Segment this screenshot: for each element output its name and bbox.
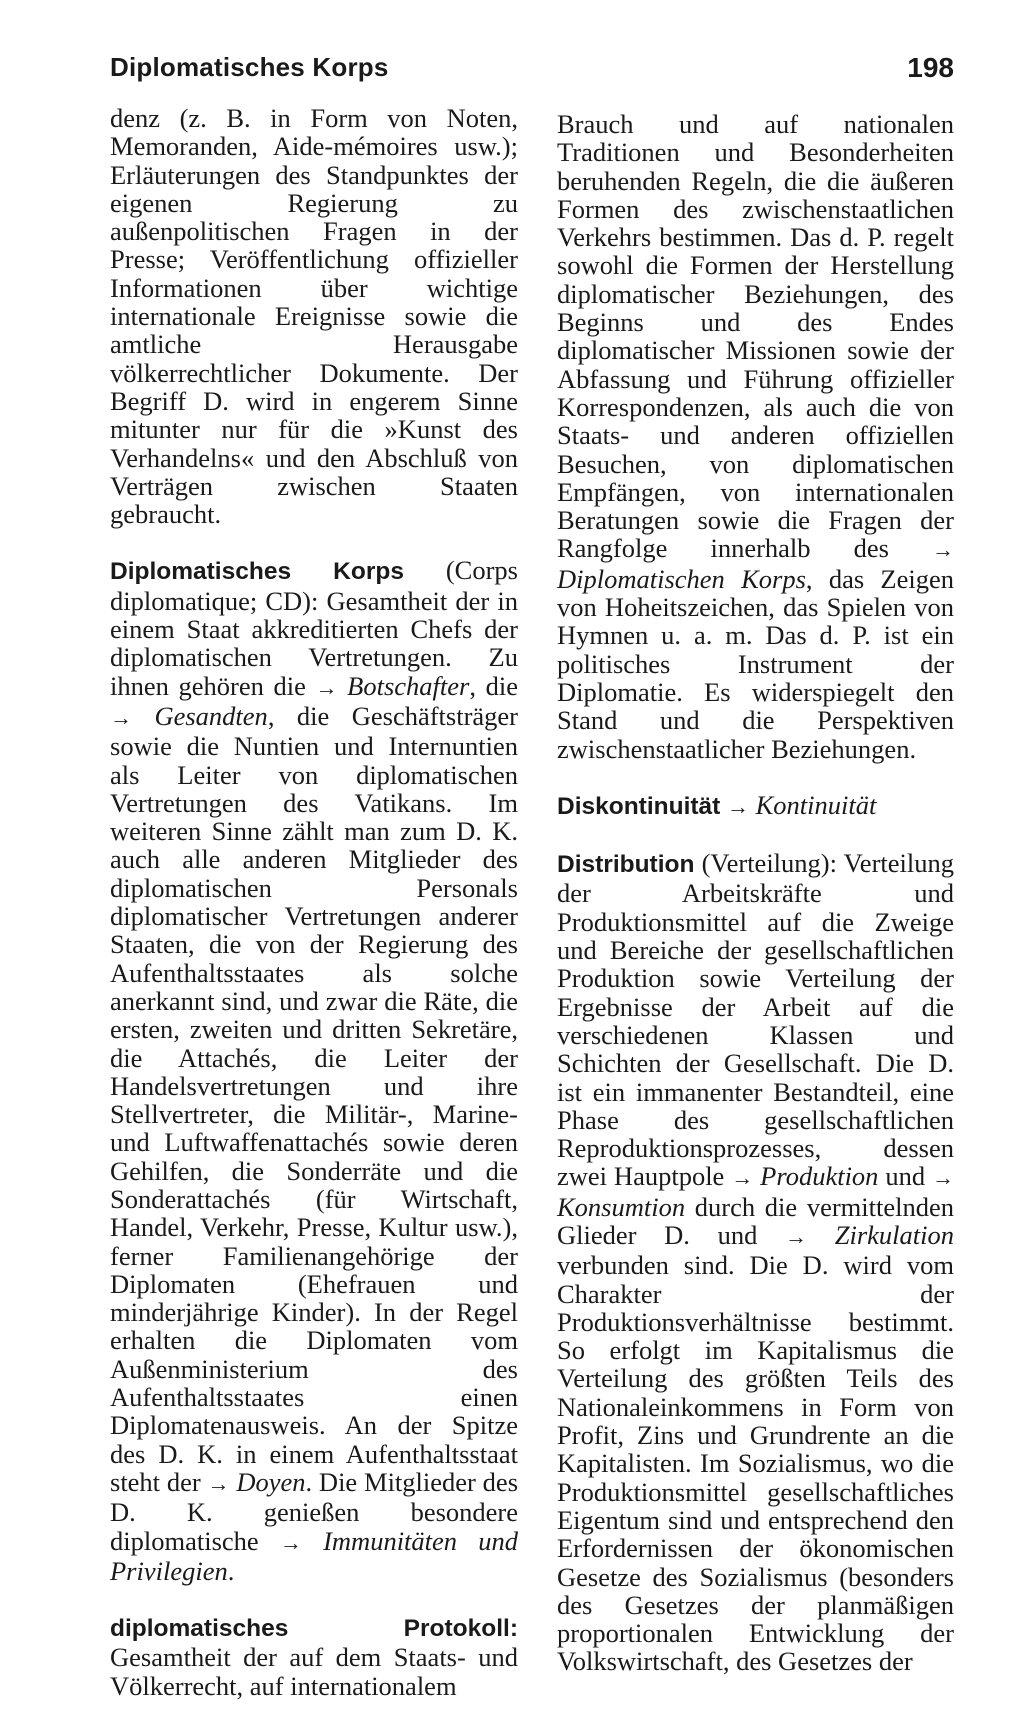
cross-reference-arrow: → [279,1529,302,1555]
entry-text: (Corps diplomatique; CD): Gesamtheit der in einem Staat akkreditierten Chefs der diplomatischen Vertretungen. Zu ihnen gehören die [110,555,518,701]
entry-text: durch die vermittelnden Glieder D. und [557,1191,954,1250]
entry-distribution [557,849,954,1676]
entry-protokoll-continuation [557,110,954,763]
headword: Diskontinuität [557,792,721,820]
cross-reference-arrow: → [932,1165,955,1191]
entry-text: Gesamtheit der auf dem Staats- und Völkerrecht, auf internationalem [110,1642,518,1701]
cross-reference-arrow: → [932,537,954,563]
cross-reference-arrow: → [110,704,132,730]
cross-reference-arrow: → [207,1470,230,1496]
entry-diskontinuitaet [557,791,954,821]
entry-text: . Die Mitglieder des D. K. genießen besondere diplomatische [110,1466,519,1556]
right-column [557,110,954,1704]
entry-text: , das Zeigen von Hoheitszeichen, das Spielen von Hymnen u. a. m. Das d. P. ist ein politisches Instrument der Diplomatie. Es widerspiegelt den Stand und die Perspektiven zwischenstaatlicher Beziehungen. [557,563,954,764]
entry-text: und [878,1161,933,1192]
cross-reference-arrow: → [726,793,749,819]
page-header [110,52,954,92]
entry-text: denz (z. B. in Form von Noten, Memoranden, Aide-mémoires usw.); Erläuterungen des Standpunktes der eigenen Regierung zu außenpolitischen Fragen in der Presse; Veröffentlichung offizieller Informationen über wichtige internationale Ereignisse sowie die amtliche Herausgabe völkerrechtlicher Dokumente. Der Begriff D. wird in engerem Sinne mitunter nur für die »Kunst des Verhandelns« und den Abschluß von Verträgen zwischen Staaten gebraucht. [110,103,518,530]
entry-text: verbunden sind. Die D. wird vom Charakter der Produktionsverhältnisse bestimmt. So erfolgt im Kapitalismus die Verteilung des größten Teils des Nationaleinkommens in Form von Profit, Zins und Grundrente an die Kapitalisten. Im Sozialismus, wo die Produktionsmittel gesellschaftliches Eigentum sind und entsprechend den Erfordernissen der ökonomischen Gesetze des Sozialismus (besonders des Gesetzes der planmäßigen proportionalen Entwicklung der Volkswirtschaft, des Gesetzes der [557,1250,954,1677]
entry-text: Brauch und auf nationalen Traditionen und Besonderheiten beruhenden Regeln, die die äußeren Formen des zwischenstaatlichen Verkehrs bestimmen. Das d. P. regelt sowohl die Formen der Herstellung diplomatischer Beziehungen, des Beginns und des Endes diplomatischer Missionen sowie der Abfassung und Führung offizieller Korrespondenzen, als auch die von Staats- und anderen offiziellen Besuchen, von diplomatischen Empfängen, von internationalen Beratungen sowie die Fragen der Rangfolge innerhalb des [557,109,954,564]
entry-text: . [227,1555,235,1586]
headword: diplomatisches Protokoll: [110,1615,518,1643]
cross-reference-doyen[interactable]: Doyen [236,1466,306,1497]
cross-reference-immunitaeten[interactable]: Immunitäten und Privilegien [110,1525,519,1586]
entry-diplomatisches-korps [110,556,518,1585]
cross-reference-zirkulation[interactable]: Zirkulation [834,1219,954,1250]
left-column [110,104,518,1728]
entry-text: , die Geschäftsträger sowie die Nuntien und Internuntien als Leiter von diplomatischen Vertretungen des Vatikans. Im weiteren Sinne zählt man zum D. K. auch alle anderen Mitglieder des diplomatischen Personals diplomatischer Vertretungen anderer Staaten, die von der Regierung des Aufenthaltsstaates als solche anerkannt sind, und zwar die Räte, die ersten, zweiten und dritten Sekretäre, die Attachés, die Leiter der Handelsvertretungen und ihre Stellvertreter, die Militär-, Marine- und Luftwaffenattachés sowie deren Gehilfen, die Sonderräte und die Sonderattachés (für Wirtschaft, Handel, Verkehr, Presse, Kultur usw.), ferner Familienangehörige der Diplomaten (Ehefrauen und minderjährige Kinder). In der Regel erhalten die Diplomaten vom Außenministerium des Aufenthaltsstaates einen Diplomatenausweis. An der Spitze des D. K. in einem Aufenthaltsstaat steht der [110,700,519,1497]
page-number: 198 [907,52,954,83]
cross-reference-gesandten[interactable]: Gesandten [154,700,268,731]
cross-reference-arrow: → [731,1165,754,1191]
cross-reference-produktion[interactable]: Produktion [760,1161,879,1192]
cross-reference-kontinuitaet[interactable]: Kontinuität [755,789,877,820]
entry-text: (Verteilung): Verteilung der Arbeitskräfte und Produktionsmittel auf die Zweige und Bereiche der gesellschaftlichen Produktion sowie Verteilung der Ergebnisse der Arbeit auf die verschiedenen Klassen und Schichten der Gesellschaft. Die D. ist ein immanenter Bestandteil, eine Phase des gesellschaftlichen Reproduktionsprozesses, dessen zwei Hauptpole [557,848,954,1192]
cross-reference-arrow: → [315,674,338,700]
cross-reference-diplomatischen-korps[interactable]: Diplomatischen Korps [557,563,806,594]
headword: Distribution [557,851,695,879]
cross-reference-konsumtion[interactable]: Konsumtion [557,1191,686,1222]
running-head: Diplomatisches Korps [110,52,389,82]
entry-continuation [110,104,518,528]
cross-reference-botschafter[interactable]: Botschafter [347,670,470,701]
cross-reference-arrow: → [785,1223,808,1249]
entry-text: , die [469,670,518,701]
entry-diplomatisches-protokoll [110,1613,518,1700]
headword: Diplomatisches Korps [110,558,404,586]
